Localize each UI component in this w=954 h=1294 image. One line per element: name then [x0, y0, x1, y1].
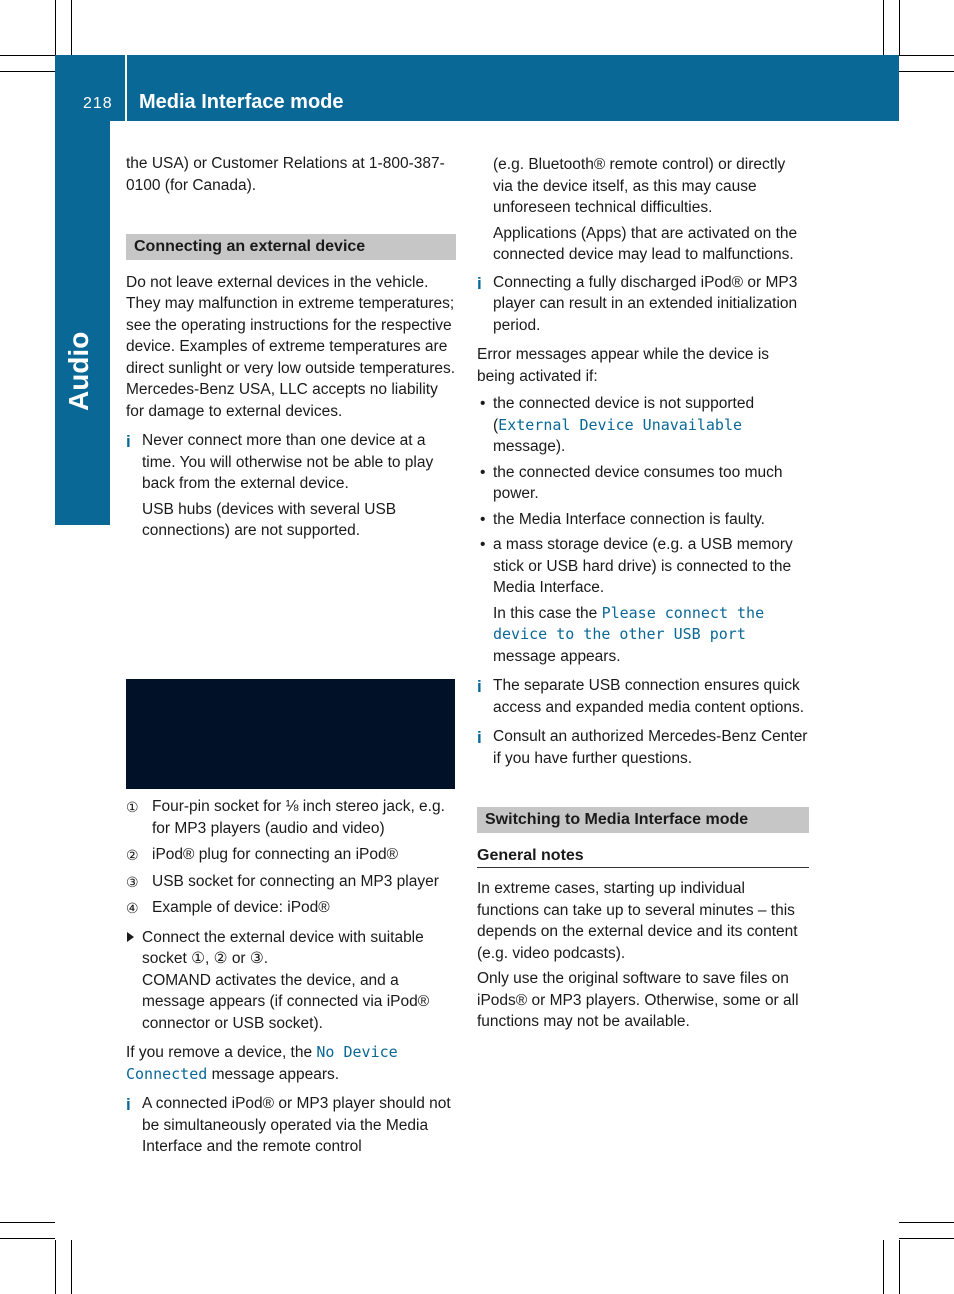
- info-icon: i: [477, 728, 482, 747]
- bullet-text: a mass storage device (e.g. a USB memory stick or USB hard drive) is connected to the Media Interface.: [493, 536, 793, 596]
- crop-mark: [899, 55, 954, 56]
- legend-marker: ①: [126, 799, 139, 815]
- paragraph: Error messages appear while the device is being activated if:: [477, 346, 770, 385]
- chapter-tab: [55, 121, 110, 525]
- legend-text: USB socket for connecting an MP3 player: [152, 872, 439, 890]
- text-fragment: message).: [493, 438, 566, 455]
- bullet: •: [480, 536, 486, 553]
- info-note-text: A connected iPod® or MP3 player should not be simultaneously operated via the Media Interface and the remote control: [142, 1095, 451, 1155]
- left-column: [126, 153, 456, 546]
- legend-marker: ②: [126, 847, 139, 863]
- info-note: [126, 430, 456, 495]
- crop-mark: [0, 1238, 55, 1239]
- crop-mark: [71, 0, 72, 55]
- legend-item: [126, 844, 456, 866]
- instruction-result: COMAND activates the device, and a message appears (if connected via iPod® connector or USB socket).: [142, 971, 430, 1032]
- crop-mark: [899, 71, 954, 72]
- page-title: Media Interface mode: [139, 91, 344, 113]
- bullet-text: the connected device consumes too much power.: [493, 463, 783, 502]
- header-divider: [125, 55, 127, 121]
- info-note-continued: (e.g. Bluetooth® remote control) or directly via the device itself, as this may cause unforeseen technical difficulties.: [493, 156, 786, 216]
- bullet-item: [477, 534, 809, 599]
- legend-item: [126, 796, 456, 839]
- instruction-text: Connect the external device with suitable socket ①, ② or ③.: [142, 928, 424, 967]
- chapter-tab-label: Audio: [63, 331, 94, 411]
- crop-mark: [0, 1222, 55, 1223]
- text-fragment: In this case the: [493, 604, 602, 622]
- right-column: [477, 154, 809, 1037]
- paragraph: Only use the original software to save files on iPods® or MP3 players. Otherwise, some or all functions may not be available.: [477, 970, 799, 1030]
- display-message: External Device Unavailable: [498, 415, 743, 434]
- legend-item: [126, 871, 456, 893]
- bullet: •: [480, 463, 486, 481]
- text-fragment: If you remove a device, the: [126, 1044, 317, 1061]
- info-note-continued: Applications (Apps) that are activated on the connected device may lead to malfunctions.: [493, 224, 798, 263]
- crop-mark: [883, 0, 884, 55]
- legend-marker: ④: [126, 900, 139, 916]
- crop-mark: [899, 0, 900, 55]
- bullet: •: [480, 395, 486, 412]
- info-icon: i: [477, 273, 482, 293]
- intro-text: the USA) or Customer Relations at 1-800-387-0100 (for Canada).: [126, 155, 445, 194]
- bullet-item: [477, 509, 809, 531]
- bullet-item: [477, 393, 809, 458]
- bullet: •: [480, 510, 486, 528]
- text-fragment: the connected device is not supported (: [493, 395, 755, 434]
- info-note-text: Connecting a fully discharged iPod® or MP3 player can result in an extended initialization period.: [493, 273, 798, 334]
- info-note: [477, 726, 809, 769]
- remove-device-text: [126, 1042, 456, 1085]
- bullet-continued: [477, 603, 809, 668]
- legend-text: Example of device: iPod®: [152, 899, 330, 916]
- legend-marker: ③: [126, 873, 139, 890]
- crop-mark: [55, 0, 56, 55]
- crop-mark: [71, 1240, 72, 1294]
- info-note-text: Consult an authorized Mercedes-Benz Center if you have further questions.: [493, 728, 808, 767]
- instruction-step: [126, 927, 456, 1035]
- crop-mark: [55, 1240, 56, 1294]
- crop-mark: [0, 71, 55, 72]
- info-note-text: The separate USB connection ensures quick access and expanded media content options.: [493, 677, 805, 716]
- info-note: [477, 675, 809, 718]
- info-icon: i: [126, 1095, 131, 1114]
- display-message: No Device Connected: [126, 1043, 398, 1083]
- legend-text: iPod® plug for connecting an iPod®: [152, 846, 399, 863]
- subheading: General notes: [477, 845, 809, 869]
- info-note-continued: USB hubs (devices with several USB connections) are not supported.: [142, 500, 397, 539]
- triangle-arrow-icon: [127, 932, 134, 942]
- info-icon: i: [477, 677, 482, 696]
- crop-mark: [0, 55, 55, 56]
- page-number: 218: [83, 95, 113, 112]
- display-message: Please connect the device to the other USB port: [493, 603, 765, 643]
- legend-text: Four-pin socket for ⅛ inch stereo jack, e.g. for MP3 players (audio and video): [152, 798, 445, 837]
- info-icon: i: [126, 432, 131, 451]
- info-note-text: Never connect more than one device at a time. You will otherwise not be able to play back from the external device.: [142, 432, 434, 492]
- page-header: [55, 55, 899, 121]
- legend-item: [126, 897, 456, 919]
- crop-mark: [899, 1238, 954, 1239]
- device-illustration: [126, 679, 455, 789]
- crop-mark: [883, 1240, 884, 1294]
- paragraph: Do not leave external devices in the vehicle. They may malfunction in extreme temperatures; see the operating instructions for the respective device. Examples of extreme temperatures are direct sunlight or very low outside temperatures. Mercedes-Benz USA, LLC accepts no liability for damage to external devices.: [126, 273, 456, 420]
- bullet-text: the Media Interface connection is faulty.: [493, 510, 765, 528]
- section-heading: Switching to Media Interface mode: [477, 807, 809, 833]
- bullet-item: [477, 462, 809, 505]
- info-note: [477, 272, 809, 337]
- text-fragment: message appears.: [493, 647, 621, 665]
- crop-mark: [899, 1222, 954, 1223]
- info-note: [126, 1093, 456, 1158]
- text-fragment: message appears.: [207, 1065, 340, 1083]
- paragraph: In extreme cases, starting up individual functions can take up to several minutes – this depends on the external device and its content (e.g. video podcasts).: [477, 880, 798, 962]
- crop-mark: [899, 1240, 900, 1294]
- section-heading: Connecting an external device: [126, 234, 456, 260]
- left-column-lower: [126, 796, 456, 1162]
